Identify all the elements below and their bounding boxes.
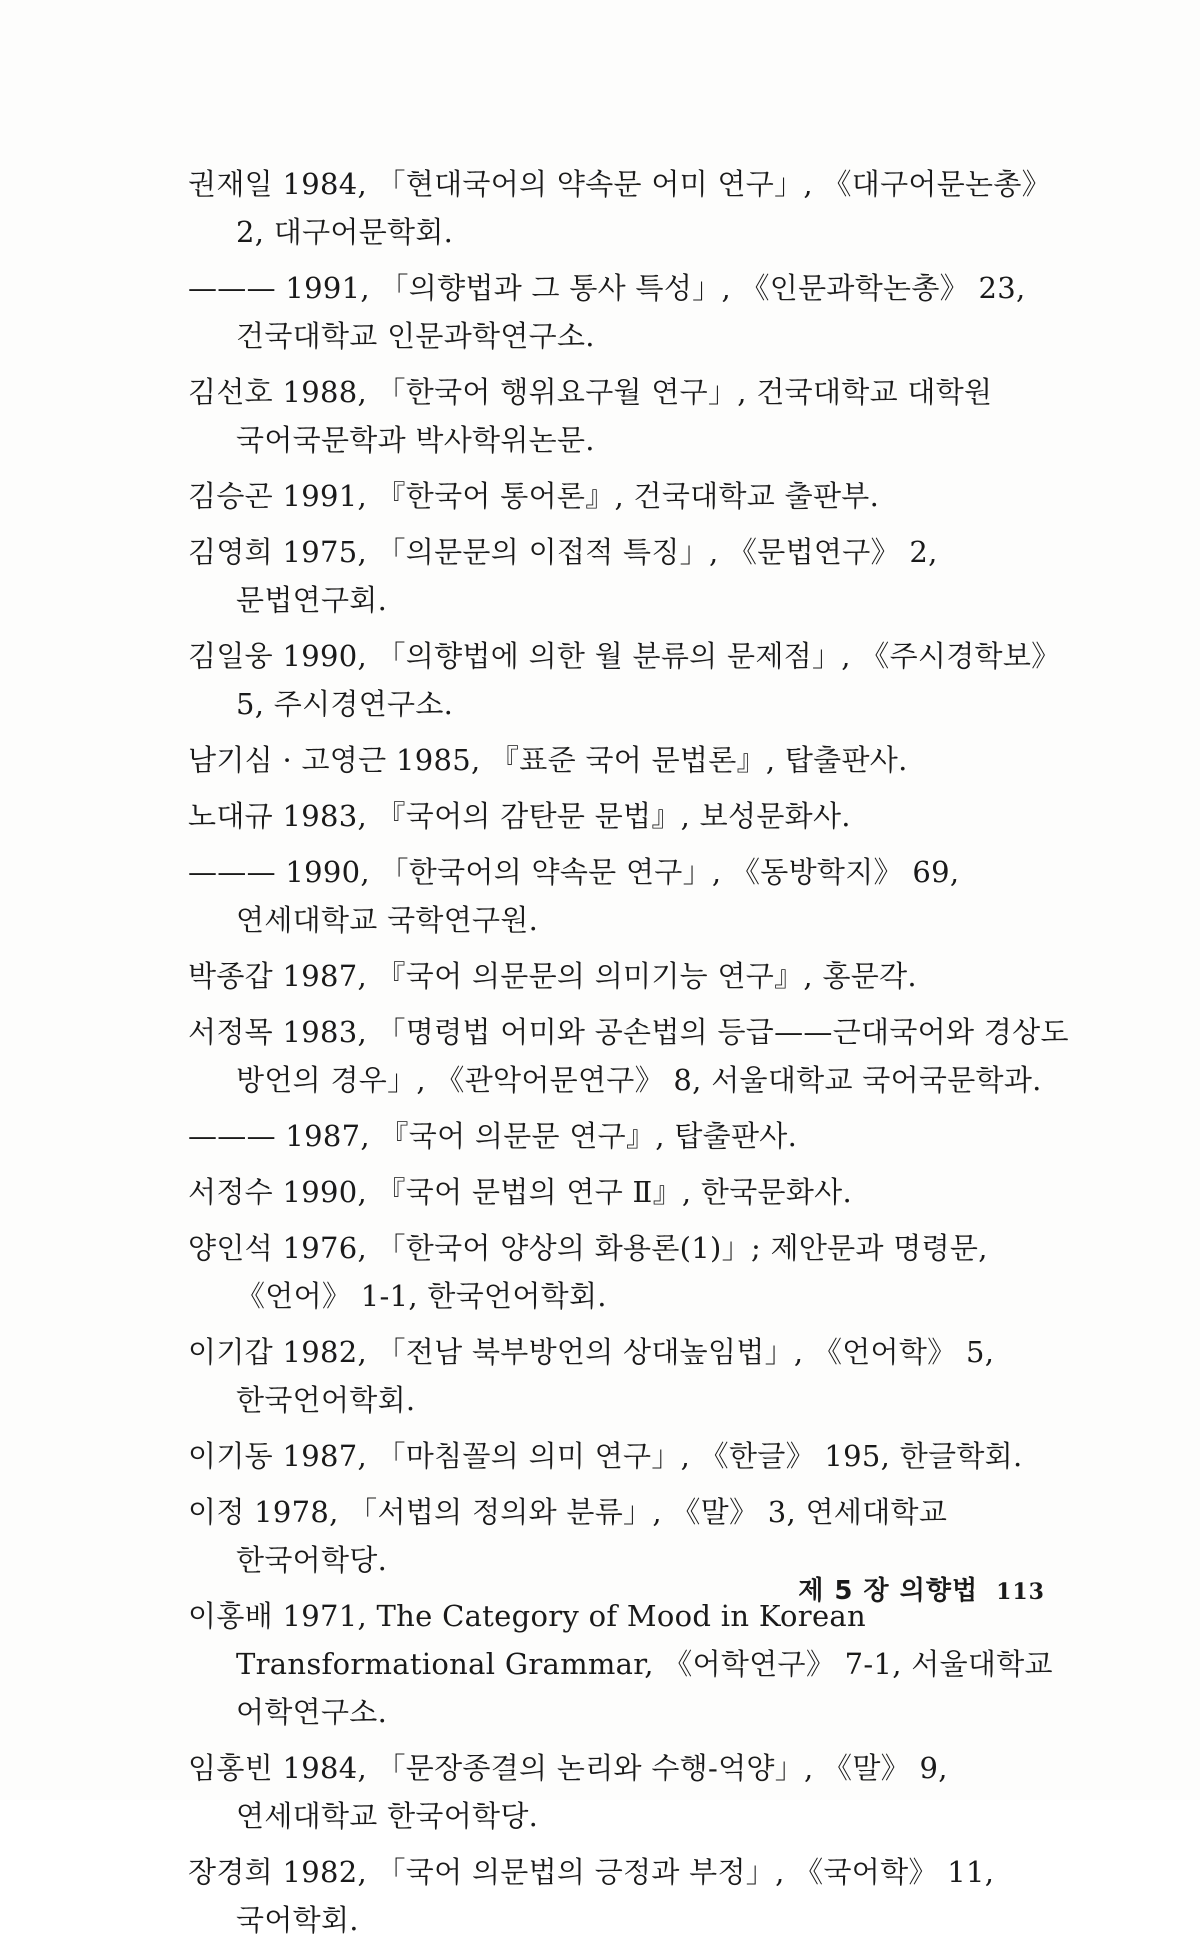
reference-entry: ——— 1991, 「의향법과 그 통사 특성」, 《인문과학논총》 23, 건국대학교 인문과학연구소. xyxy=(188,271,1026,353)
reference-entry: 김영희 1975, 「의문문의 이접적 특징」, 《문법연구》 2, 문법연구회. xyxy=(188,535,938,617)
reference-list xyxy=(188,160,1078,1952)
reference-entry: ——— 1987, 『국어 의문문 연구』, 탑출판사. xyxy=(188,1119,798,1153)
reference-entry: 서정수 1990, 『국어 문법의 연구 Ⅱ』, 한국문화사. xyxy=(188,1175,852,1209)
reference-entry: ——— 1990, 「한국어의 약속문 연구」, 《동방학지》 69, 연세대학교 국학연구원. xyxy=(188,855,960,937)
reference-entry: 김일웅 1990, 「의향법에 의한 월 분류의 문제점」, 《주시경학보》 5, 주시경연구소. xyxy=(188,639,1061,721)
reference-entry: 서정목 1983, 「명령법 어미와 공손법의 등급——근대국어와 경상도 방언의 경우」, 《관악어문연구》 8, 서울대학교 국어국문학과. xyxy=(188,1015,1069,1097)
reference-entry: 박종갑 1987, 『국어 의문문의 의미기능 연구』, 홍문각. xyxy=(188,959,917,993)
reference-entry: 이기갑 1982, 「전남 북부방언의 상대높임법」, 《언어학》 5, 한국언어학회. xyxy=(188,1335,995,1417)
reference-entry: 양인석 1976, 「한국어 양상의 화용론(1)」; 제안문과 명령문, 《언어》 1-1, 한국언어학회. xyxy=(188,1231,988,1313)
page-number: 113 xyxy=(996,1579,1045,1605)
reference-entry: 장경희 1982, 「국어 의문법의 긍정과 부정」, 《국어학》 11, 국어학회. xyxy=(188,1855,995,1937)
page-footer xyxy=(798,1570,1045,1607)
reference-entry: 김선호 1988, 「한국어 행위요구월 연구」, 건국대학교 대학원 국어국문학과 박사학위논문. xyxy=(188,375,993,457)
chapter-title: 제 5 장 의향법 xyxy=(798,1576,979,1606)
reference-entry: 김승곤 1991, 『한국어 통어론』, 건국대학교 출판부. xyxy=(188,479,880,513)
reference-entry: 이홍배 1971, The Category of Mood in Korean Transformational Grammar, 《어학연구》 7-1, 서울대학교 어학연구소. xyxy=(188,1599,1053,1729)
reference-entry: 이기동 1987, 「마침꼴의 의미 연구」, 《한글》 195, 한글학회. xyxy=(188,1439,1023,1473)
reference-entry: 남기심 · 고영근 1985, 『표준 국어 문법론』, 탑출판사. xyxy=(188,743,908,777)
reference-entry: 노대규 1983, 『국어의 감탄문 문법』, 보성문화사. xyxy=(188,799,851,833)
reference-entry: 임홍빈 1984, 「문장종결의 논리와 수행-억양」, 《말》 9, 연세대학교 한국어학당. xyxy=(188,1751,948,1833)
reference-entry: 이정 1978, 「서법의 정의와 분류」, 《말》 3, 연세대학교 한국어학당. xyxy=(188,1495,948,1577)
reference-entry: 권재일 1984, 「현대국어의 약속문 어미 연구」, 《대구어문논총》 2, 대구어문학회. xyxy=(188,167,1051,249)
